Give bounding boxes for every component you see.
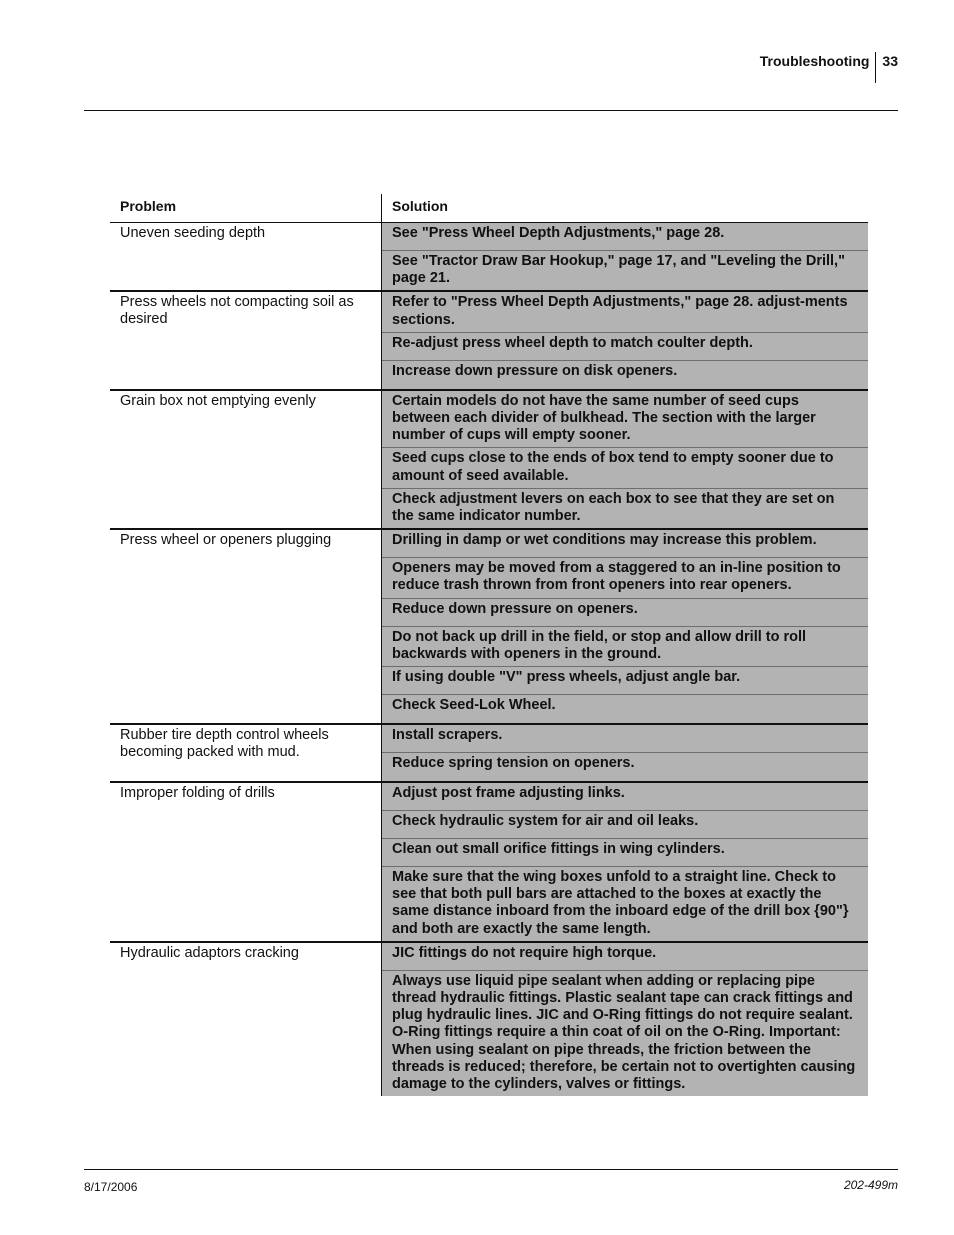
solution-cell: Re-adjust press wheel depth to match coulter depth. (382, 333, 868, 361)
problem-cell: Press wheels not compacting soil as desired (110, 292, 382, 388)
solution-cell: Openers may be moved from a staggered to an in-line position to reduce trash thrown from front openers into rear openers. (382, 558, 868, 598)
solution-cell: Do not back up drill in the field, or stop and allow drill to roll backwards with openers in the ground. (382, 627, 868, 667)
column-header-solution: Solution (392, 198, 448, 214)
solution-list (382, 783, 868, 941)
table-header-row (110, 194, 868, 223)
footer-date: 8/17/2006 (84, 1180, 138, 1194)
troubleshooting-table (110, 194, 868, 1096)
solution-cell: Seed cups close to the ends of box tend to empty sooner due to amount of seed available. (382, 448, 868, 488)
solution-list (382, 943, 868, 1096)
section-title: Troubleshooting (759, 53, 870, 69)
solution-cell: Increase down pressure on disk openers. (382, 361, 868, 389)
problem-cell: Rubber tire depth control wheels becoming packed with mud. (110, 725, 382, 781)
solution-cell: Reduce spring tension on openers. (382, 753, 868, 781)
solution-cell: Always use liquid pipe sealant when adding or replacing pipe thread hydraulic fittings. Plastic sealant tape can crack fittings and plug hydraulic lines. JIC and O-Ring fittings do not require sealant. O-Ring fittings require a thin coat of oil on the O-Ring. Important: When using sealant on pipe threads, the friction between the threads is reduced; therefore, be certain not to overtighten causing damage to the cylinders, valves or fittings. (382, 971, 868, 1096)
problem-cell: Hydraulic adaptors cracking (110, 943, 382, 1096)
solution-cell: Make sure that the wing boxes unfold to a straight line. Check to see that both pull bars are attached to the boxes at exactly the same distance inboard from the inboard edge of the drill box {90"} and both are exactly the same length. (382, 867, 868, 941)
solution-cell: If using double "V" press wheels, adjust angle bar. (382, 667, 868, 695)
solution-cell: Adjust post frame adjusting links. (382, 783, 868, 811)
problem-cell: Improper folding of drills (110, 783, 382, 941)
problem-cell: Grain box not emptying evenly (110, 391, 382, 528)
footer-rule (84, 1169, 898, 1170)
header-rule (84, 110, 898, 111)
solution-list (382, 292, 868, 388)
solution-cell: Check hydraulic system for air and oil leaks. (382, 811, 868, 839)
problem-group (110, 223, 868, 292)
problem-group (110, 391, 868, 530)
solution-cell: JIC fittings do not require high torque. (382, 943, 868, 971)
solution-cell: See "Tractor Draw Bar Hookup," page 17, and "Leveling the Drill," page 21. (382, 251, 868, 290)
solution-cell: Check Seed-Lok Wheel. (382, 695, 868, 723)
problem-group (110, 292, 868, 390)
problem-cell: Uneven seeding depth (110, 223, 382, 290)
solution-cell: Reduce down pressure on openers. (382, 599, 868, 627)
footer-document-number: 202-499m (843, 1178, 898, 1192)
solution-cell: Clean out small orifice fittings in wing cylinders. (382, 839, 868, 867)
solution-cell: See "Press Wheel Depth Adjustments," page 28. (382, 223, 868, 251)
problem-cell: Press wheel or openers plugging (110, 530, 382, 723)
problem-group (110, 725, 868, 783)
solution-cell: Refer to "Press Wheel Depth Adjustments," page 28. adjust-ments sections. (382, 292, 868, 332)
page-number: 33 (875, 52, 898, 83)
solution-list (382, 725, 868, 781)
solution-cell: Drilling in damp or wet conditions may increase this problem. (382, 530, 868, 558)
solution-list (382, 391, 868, 528)
problem-group (110, 783, 868, 943)
solution-cell: Certain models do not have the same number of seed cups between each divider of bulkhead. The section with the larger number of cups will empty sooner. (382, 391, 868, 449)
problem-group (110, 530, 868, 725)
problem-group (110, 943, 868, 1096)
solution-cell: Check adjustment levers on each box to see that they are set on the same indicator number. (382, 489, 868, 528)
column-header-problem: Problem (110, 194, 382, 222)
solution-list (382, 223, 868, 290)
solution-list (382, 530, 868, 723)
page-header (760, 52, 898, 83)
solution-cell: Install scrapers. (382, 725, 868, 753)
